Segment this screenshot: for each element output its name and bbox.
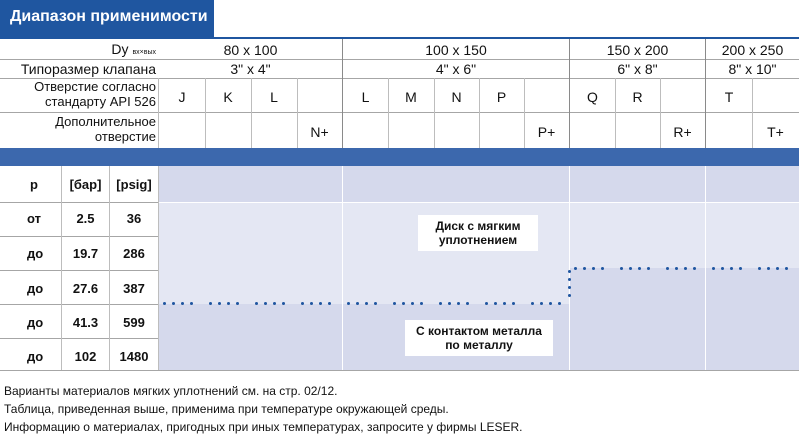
group-dn-4: 200 x 250 [721,42,784,58]
group-dn-1: 80 x 100 [223,42,278,58]
pressure-row-label: до [27,246,44,261]
orifice-cell: J [178,89,186,105]
boundary-dot [512,302,515,305]
boundary-dot [767,267,770,270]
boundary-dot [420,302,423,305]
boundary-dot [347,302,350,305]
group-divider [569,39,570,148]
boundary-dot [730,267,733,270]
boundary-dot [310,302,313,305]
extra-orifice-cell: P+ [537,124,556,140]
boundary-dot [739,267,742,270]
pressure-row-label: до [27,349,44,364]
boundary-dot [568,294,571,297]
boundary-dot [374,302,377,305]
boundary-dot [485,302,488,305]
group-size-1: 3" x 4" [230,61,271,77]
footnote: Варианты материалов мягких уплотнений см. на стр. 02/12. [4,384,338,398]
orifice-cell: N [451,89,462,105]
boundary-dot [531,302,534,305]
boundary-dot [549,302,552,305]
row-line [0,370,799,371]
orifice-divider [615,78,616,148]
boundary-dot [163,302,166,305]
boundary-dot [273,302,276,305]
boundary-dot [558,302,561,305]
p-label: p [30,177,38,192]
section-band [0,148,799,166]
boundary-dot [494,302,497,305]
boundary-dot [568,270,571,273]
dn-label-sub: вх×вых [132,49,156,56]
boundary-dot [776,267,779,270]
row-line [159,202,799,203]
title-rule [0,37,799,39]
bar-label: [бар] [69,177,102,192]
row-line [0,236,159,237]
boundary-dot [448,302,451,305]
row-line [0,202,159,203]
pressure-bar: 102 [74,349,97,364]
boundary-dot [301,302,304,305]
boundary-dot [255,302,258,305]
group-size-3: 6" x 8" [617,61,658,77]
group-dn-2: 100 x 150 [425,42,487,58]
pressure-row-label: до [27,281,44,296]
boundary-dot [758,267,761,270]
row-line [0,270,159,271]
orifice-label-2: стандарту API 526 [45,94,156,109]
boundary-dot [666,267,669,270]
boundary-dot [693,267,696,270]
orifice-cell: K [223,89,233,105]
orifice-divider [752,78,753,148]
extra-orifice-cell: R+ [673,124,692,140]
boundary-dot [457,302,460,305]
boundary-dot [264,302,267,305]
orifice-divider [479,78,480,148]
boundary-dot [190,302,193,305]
soft-seal-zone-right [570,202,799,268]
row-line [0,304,159,305]
boundary-dot [592,267,595,270]
pressure-bar: 2.5 [76,211,95,226]
boundary-dot [328,302,331,305]
boundary-dot [568,286,571,289]
dn-label-text: Dy [111,41,129,57]
group-dn-3: 150 x 200 [606,42,669,58]
pressure-row-label: до [27,315,44,330]
group-divider [342,39,343,148]
pressure-bar: 27.6 [72,281,99,296]
boundary-dot [356,302,359,305]
pressure-bar: 41.3 [72,315,99,330]
boundary-dot [647,267,650,270]
orifice-divider [524,78,525,148]
extra-orifice-cell: T+ [767,124,784,140]
label-divider [158,78,159,148]
orifice-divider [297,78,298,148]
orifice-cell: T [724,89,734,105]
boundary-dot [629,267,632,270]
boundary-dot [684,267,687,270]
orifice-cell: P [496,89,507,105]
metal-seal-label-2: по металлу [445,338,513,352]
boundary-dot [675,267,678,270]
orifice-divider [434,78,435,148]
pressure-psig: 599 [123,315,145,330]
pressure-header-shade [159,166,799,202]
col-line [61,166,62,370]
boundary-dot [503,302,506,305]
boundary-dot [620,267,623,270]
group-size-4: 8" x 10" [728,61,777,77]
boundary-dot [583,267,586,270]
boundary-dot [319,302,322,305]
orifice-divider [388,78,389,148]
col-line [158,166,159,370]
metal-seal-label-1: С контактом металла [416,324,542,338]
extra-label-1: Дополнительное [55,114,156,129]
boundary-dot [181,302,184,305]
col-line [109,166,110,370]
orifice-label-1: Отверстие согласно [34,79,156,94]
orifice-cell: Q [587,89,598,105]
boundary-dot [227,302,230,305]
header-line [0,112,799,113]
pressure-bar: 19.7 [72,246,99,261]
pressure-psig: 36 [126,211,142,226]
orifice-divider [205,78,206,148]
group-divider [342,166,343,370]
boundary-dot [466,302,469,305]
boundary-dot [218,302,221,305]
orifice-divider [660,78,661,148]
row-line [0,338,159,339]
page-title: Диапазон применимости [10,8,208,25]
boundary-dot [785,267,788,270]
psig-label: [psig] [116,177,152,192]
boundary-dot [540,302,543,305]
orifice-divider [251,78,252,148]
pressure-psig: 387 [123,281,145,296]
boundary-dot [638,267,641,270]
footnote: Таблица, приведенная выше, применима при температуре окружающей среды. [4,402,449,416]
boundary-dot [282,302,285,305]
soft-seal-label-2: уплотнением [438,233,518,247]
boundary-dot [601,267,604,270]
pressure-psig: 286 [123,246,145,261]
boundary-dot [568,278,571,281]
orifice-cell: M [405,89,417,105]
boundary-dot [574,267,577,270]
boundary-dot [393,302,396,305]
orifice-cell: L [270,89,278,105]
pressure-psig: 1480 [119,349,149,364]
header-line [0,59,799,60]
soft-seal-label-1: Диск с мягким [435,219,521,233]
group-size-2: 4" x 6" [435,61,477,77]
group-divider [569,166,570,370]
dn-label [0,42,156,60]
size-label: Типоразмер клапана [20,61,156,77]
boundary-dot [439,302,442,305]
header-line [0,78,799,79]
boundary-dot [209,302,212,305]
orifice-cell: R [632,89,643,105]
extra-orifice-cell: N+ [310,124,329,140]
boundary-dot [172,302,175,305]
extra-label-2: отверстие [94,129,156,144]
boundary-dot [712,267,715,270]
pressure-row-label: от [27,211,41,226]
boundary-dot [721,267,724,270]
boundary-dot [236,302,239,305]
orifice-cell: L [361,89,370,105]
boundary-dot [365,302,368,305]
boundary-dot [402,302,405,305]
group-divider [705,166,706,370]
boundary-dot [411,302,414,305]
group-divider [705,39,706,148]
footnote: Информацию о материалах, пригодных при иных температурах, запросите у фирмы LESER. [4,420,523,434]
metal-seal-zone-right [570,268,799,370]
